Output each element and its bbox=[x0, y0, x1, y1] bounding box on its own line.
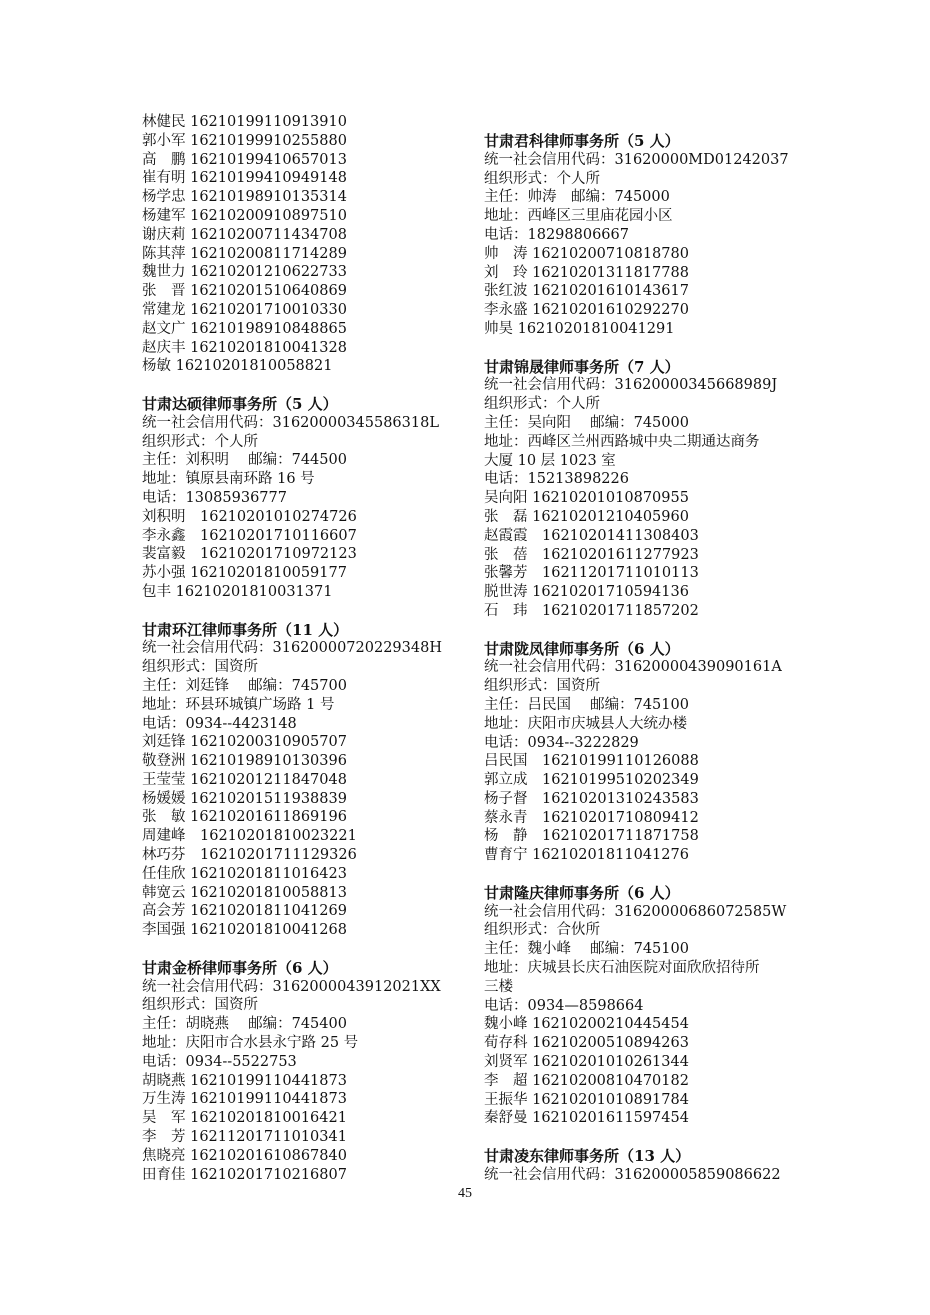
firm-line: 荀存科 16210200510894263 bbox=[484, 1035, 689, 1052]
firm-line: 统一社会信用代码：31620000439090161A bbox=[484, 659, 782, 676]
firm-line: 帅 涛 16210200710818780 bbox=[484, 245, 689, 262]
lawyer-entry: 林健民 16210199110913910 bbox=[142, 114, 347, 130]
firm-line: 刘 玲 16210201311817788 bbox=[484, 264, 689, 281]
firm-line: 大厦 10 层 1023 室 bbox=[484, 452, 616, 469]
firm-line: 任佳欣 16210201811016423 bbox=[142, 865, 347, 882]
firm-line: 杨媛媛 16210201511938839 bbox=[142, 790, 347, 807]
firm-title: 甘肃金桥律师事务所（6 人） bbox=[142, 958, 338, 977]
firm-line: 王莹莹 16210201211847048 bbox=[142, 771, 347, 788]
firm-line: 张 蓓 16210201611277923 bbox=[484, 546, 699, 563]
firm-line: 统一社会信用代码：31620000720229348H bbox=[142, 640, 442, 657]
firm-line: 王振华 16210201010891784 bbox=[484, 1091, 689, 1108]
lawyer-entry: 杨建军 16210200910897510 bbox=[142, 207, 347, 224]
firm-line: 吴 军 16210201810016421 bbox=[142, 1110, 347, 1127]
firm-line: 高会芳 16210201811041269 bbox=[142, 903, 347, 920]
firm-line: 统一社会信用代码：31620000MD01242037 bbox=[484, 151, 789, 168]
firm-title: 甘肃陇凤律师事务所（6 人） bbox=[484, 639, 680, 658]
firm-line: 张馨芳 16211201711010113 bbox=[484, 565, 699, 582]
firm-line: 主任：魏小峰 邮编：745100 bbox=[484, 941, 689, 958]
firm-line: 主任：刘廷锋 邮编：745700 bbox=[142, 677, 347, 694]
firm-line: 田育佳 16210201710216807 bbox=[142, 1166, 347, 1183]
firm-line: 张 敏 16210201611869196 bbox=[142, 809, 347, 826]
firm-line: 电话：0934--5522753 bbox=[142, 1053, 297, 1070]
firm-line: 电话：0934--4423148 bbox=[142, 715, 297, 732]
firm-line: 电话：18298806667 bbox=[484, 226, 629, 243]
firm-line: 张 磊 16210201210405960 bbox=[484, 508, 689, 525]
firm-line: 三楼 bbox=[484, 978, 513, 995]
firm-line: 组织形式：国资所 bbox=[142, 997, 258, 1014]
firm-line: 万生涛 16210199110441873 bbox=[142, 1091, 347, 1108]
firm-line: 组织形式：国资所 bbox=[142, 659, 258, 676]
firm-line: 魏小峰 16210200210445454 bbox=[484, 1016, 689, 1033]
firm-line: 李国强 16210201810041268 bbox=[142, 922, 347, 939]
firm-line: 统一社会信用代码：31620000345586318L bbox=[142, 414, 439, 431]
firm-line: 地址：环县环城镇广场路 1 号 bbox=[142, 696, 335, 713]
firm-line: 苏小强 16210201810059177 bbox=[142, 565, 347, 582]
firm-line: 赵霞霞 16210201411308403 bbox=[484, 527, 699, 544]
firm-line: 郭立成 16210199510202349 bbox=[484, 772, 699, 789]
section-gap bbox=[142, 376, 482, 395]
firm-line: 刘积明 16210201010274726 bbox=[142, 508, 357, 525]
firm-line: 李 超 16210200810470182 bbox=[484, 1072, 689, 1089]
section-gap bbox=[142, 940, 482, 959]
firm-line: 主任：胡晓燕 邮编：745400 bbox=[142, 1016, 347, 1033]
firm-section bbox=[142, 621, 482, 941]
firm-line: 石 玮 16210201711857202 bbox=[484, 602, 699, 619]
firm-line: 电话：15213898226 bbox=[484, 471, 629, 488]
lawyer-entry: 魏世力 16210201210622733 bbox=[142, 264, 347, 281]
page-number: 45 bbox=[458, 1186, 472, 1201]
lawyer-entry: 常建龙 16210201710010330 bbox=[142, 301, 347, 318]
firm-line: 地址：庆阳市庆城县人大统办楼 bbox=[484, 715, 687, 732]
firm-line: 组织形式：国资所 bbox=[484, 678, 600, 695]
firm-line: 吴向阳 16210201010870955 bbox=[484, 490, 689, 507]
firm-line: 秦舒曼 16210201611597454 bbox=[484, 1110, 689, 1127]
firm-line: 李永盛 16210201610292270 bbox=[484, 302, 689, 319]
firm-line: 地址：庆阳市合水县永宁路 25 号 bbox=[142, 1035, 359, 1052]
firm-line: 地址：西峰区兰州西路城中央二期通达商务 bbox=[484, 433, 760, 450]
lawyer-entry: 张 晋 16210201510640869 bbox=[142, 283, 347, 300]
firm-line: 统一社会信用代码：31620000345668989J bbox=[484, 377, 778, 394]
firm-line: 组织形式：个人所 bbox=[142, 433, 258, 450]
firm-title: 甘肃君科律师事务所（5 人） bbox=[484, 132, 680, 150]
firm-section bbox=[142, 959, 482, 1185]
right-column bbox=[484, 132, 804, 1185]
section-gap bbox=[484, 1128, 804, 1147]
firm-line: 李永鑫 16210201710116607 bbox=[142, 527, 357, 544]
firm-section bbox=[484, 884, 804, 1128]
lawyer-entry: 郭小军 16210199910255880 bbox=[142, 132, 347, 149]
firm-line: 焦晓亮 16210201610867840 bbox=[142, 1147, 347, 1164]
firm-line: 蔡永青 16210201710809412 bbox=[484, 809, 699, 826]
firm-line: 主任：吕民国 邮编：745100 bbox=[484, 696, 689, 713]
lawyer-entry: 杨敏 16210201810058821 bbox=[142, 358, 333, 375]
firm-line: 胡晓燕 16210199110441873 bbox=[142, 1072, 347, 1089]
left-column bbox=[142, 113, 482, 1184]
firm-line: 地址：镇原县南环路 16 号 bbox=[142, 471, 315, 488]
firm-title: 甘肃环江律师事务所（11 人） bbox=[142, 620, 349, 639]
firm-line: 组织形式：个人所 bbox=[484, 170, 600, 187]
lawyer-entry: 高 鹏 16210199410657013 bbox=[142, 151, 347, 168]
firm-line: 地址：西峰区三里庙花园小区 bbox=[484, 208, 673, 225]
firm-line: 电话：0934—8598664 bbox=[484, 997, 644, 1014]
firm-title: 甘肃隆庆律师事务所（6 人） bbox=[484, 883, 680, 902]
section-gap bbox=[484, 339, 804, 358]
firm-line: 杨 静 16210201711871758 bbox=[484, 828, 699, 845]
firm-line: 敬登洲 16210198910130396 bbox=[142, 753, 347, 770]
firm-line: 周建峰 16210201810023221 bbox=[142, 828, 357, 845]
lawyer-entry: 赵文广 16210198910848865 bbox=[142, 320, 347, 337]
firm-line: 杨子督 16210201310243583 bbox=[484, 790, 699, 807]
firm-line: 电话：0934--3222829 bbox=[484, 734, 639, 751]
firm-section bbox=[484, 640, 804, 866]
firm-line: 裴富毅 16210201710972123 bbox=[142, 546, 357, 563]
firm-line: 统一社会信用代码：31620000686072585W bbox=[484, 903, 787, 920]
firm-section bbox=[142, 395, 482, 602]
firm-line: 吕民国 16210199110126088 bbox=[484, 753, 699, 770]
lawyer-entry: 崔有明 16210199410949148 bbox=[142, 170, 347, 187]
firm-line: 曹育宁 16210201811041276 bbox=[484, 847, 689, 864]
firm-line: 刘廷锋 16210200310905707 bbox=[142, 734, 347, 751]
firm-line: 统一社会信用代码：316200005859086622 bbox=[484, 1166, 781, 1183]
firm-line: 包丰 16210201810031371 bbox=[142, 583, 333, 600]
lawyer-entry: 陈其萍 16210200811714289 bbox=[142, 245, 347, 262]
firm-line: 地址：庆城县长庆石油医院对面欣欣招待所 bbox=[484, 960, 760, 977]
firm-line: 电话：13085936777 bbox=[142, 489, 287, 506]
section-gap bbox=[484, 621, 804, 640]
lawyer-entry: 杨学忠 16210198910135314 bbox=[142, 189, 347, 206]
firm-line: 主任：刘积明 邮编：744500 bbox=[142, 452, 347, 469]
firm-line: 韩宽云 16210201810058813 bbox=[142, 884, 347, 901]
lawyer-entry: 谢庆莉 16210200711434708 bbox=[142, 226, 347, 243]
firm-title: 甘肃达硕律师事务所（5 人） bbox=[142, 394, 338, 413]
firm-line: 组织形式：合伙所 bbox=[484, 922, 600, 939]
firm-title: 甘肃锦晟律师事务所（7 人） bbox=[484, 357, 680, 376]
firm-line: 林巧芬 16210201711129326 bbox=[142, 847, 357, 864]
firm-line: 帅昊 16210201810041291 bbox=[484, 320, 675, 337]
firm-line: 张红波 16210201610143617 bbox=[484, 283, 689, 300]
section-gap bbox=[484, 865, 804, 884]
firm-line: 李 芳 16211201711010341 bbox=[142, 1129, 347, 1146]
lawyer-entry: 赵庆丰 16210201810041328 bbox=[142, 339, 347, 356]
firm-line: 刘贤军 16210201010261344 bbox=[484, 1054, 689, 1071]
firm-line: 主任：吴向阳 邮编：745000 bbox=[484, 414, 689, 431]
firm-line: 组织形式：个人所 bbox=[484, 396, 600, 413]
firm-title: 甘肃凌东律师事务所（13 人） bbox=[484, 1147, 691, 1166]
firm-line: 统一社会信用代码：3162000043912021XX bbox=[142, 978, 441, 995]
firm-section bbox=[484, 1147, 804, 1185]
firm-section bbox=[484, 132, 804, 339]
section-gap bbox=[142, 602, 482, 621]
firm-line: 脱世涛 16210201710594136 bbox=[484, 584, 689, 601]
firm-section bbox=[484, 358, 804, 621]
firm-line: 主任：帅涛 邮编：745000 bbox=[484, 189, 670, 206]
